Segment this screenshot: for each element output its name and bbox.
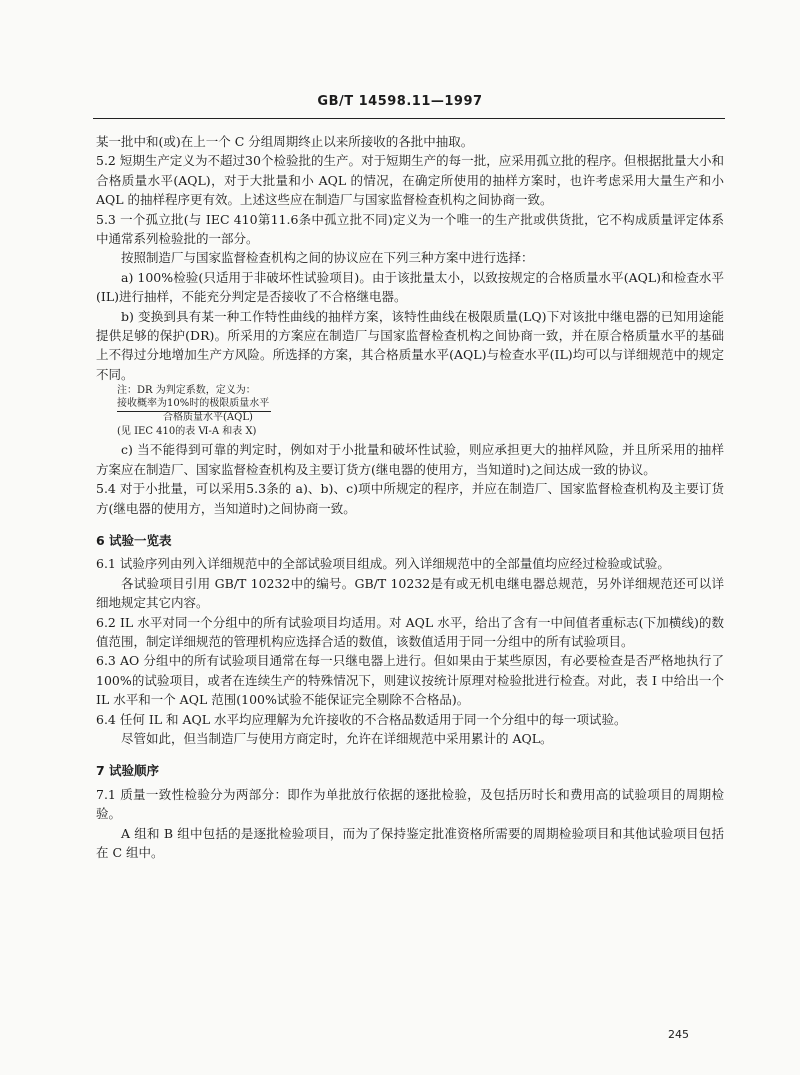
header-rule [93,118,725,119]
standard-code-header: GB/T 14598.11—1997 [317,94,483,109]
clause-6-2: 6.2 IL 水平对同一个分组中的所有试验项目均适用。对 AQL 水平，给出了含有一中间值者重标志(下加横线)的数值范围，制定详细规范的管理机构应选择合适的数值，该数值适用于同一分组中的所有试验项目。 [96,614,724,649]
clause-6-3: 6.3 AO 分组中的所有试验项目通常在每一只继电器上进行。但如果由于某些原因，有必要检查是否严格地执行了100%的试验项目，或者在连续生产的特殊情况下，则建议按统计原理对检验批进行检查。对此，表 Ⅰ 中给出一个 IL 水平和一个 AQL 范围(100%试验不能保证完全剔除不合格品)。 [96,653,724,708]
option-c: c) 当不能得到可靠的判定时，例如对于小批量和破坏性试验，则应承担更大的抽样风险，并且所采用的抽样方案应在制造厂、国家监督检查机构及主要订货方(继电器的使用方，当知道时)之间达成一致的协议。 [96,442,724,477]
clause-7-1-continued: A 组和 B 组中包括的是逐批检验项目，而为了保持鉴定批准资格所需要的周期检验项目和其他试验项目包括在 C 组中。 [96,825,724,860]
clause-5-2: 5.2 短期生产定义为不超过30个检验批的生产。对于短期生产的每一批，应采用孤立批的程序。但根据批量大小和合格质量水平(AQL)，对于大批量和小 AQL 的情况，在确定所使用的抽样方案时，也许考虑采用大量生产和小 AQL 的抽样程序更有效。上述这些应在制造厂与国家监督检查机构之间协商一致。 [96,153,724,208]
clause-5-4: 5.4 对于小批量，可以采用5.3条的 a)、b)、c)项中所规定的程序，并应在制造厂、国家监督检查机构及主要订货方(继电器的使用方，当知道时)之间协商一致。 [96,481,724,516]
clause-5-3-intro: 按照制造厂与国家监督检查机构之间的协议应在下列三种方案中进行选择： [121,250,534,266]
paragraph-continuation: 某一批中和(或)在上一个 C 分组周期终止以来所接收的各批中抽取。 [96,134,474,149]
dr-formula-denominator: 合格质量水平(AQL) [163,412,253,424]
option-b: b) 变换到具有某一种工作特性曲线的抽样方案，该特性曲线在极限质量(LQ)下对该批中继电器的已知用途能提供足够的保护(DR)。所采用的方案应在制造厂与国家监督检查机构之间协商一致，并在原合格质量水平的基础上不得过分地增加生产方风险。所选择的方案，其合格质量水平(AQL)与检查水平(IL)均可以与详细规范中的规定不同。 [96,308,724,382]
clause-6-4-continued: 尽管如此，但当制造厂与使用方商定时，允许在详细规范中采用累计的 AQL。 [121,730,553,746]
note-label: 注：DR 为判定系数，定义为： [117,385,256,397]
clause-6-1-continued: 各试验项目引用 GB/T 10232中的编号。GB/T 10232是有或无机电继电器总规范，另外详细规范还可以详细地规定其它内容。 [96,575,724,611]
note-reference: (见 IEC 410的表 Ⅵ-A 和表 Ⅹ) [117,426,257,438]
document-body [96,132,724,862]
option-a: a) 100%检验(只适用于非破坏性试验项目)。由于该批量太小，以致按规定的合格质量水平(AQL)和检查水平(IL)进行抽样，不能充分判定是否接收了不合格继电器。 [96,269,724,305]
dr-formula [96,398,724,424]
clause-6-1: 6.1 试验序列由列入详细规范中的全部试验项目组成。列入详细规范中的全部量值均应经过检验或试验。 [96,556,670,572]
clause-7-1: 7.1 质量一致性检验分为两部分：即作为单批放行依据的逐批检验，及包括历时长和费用高的试验项目的周期检验。 [96,786,724,822]
section-6-heading: 6 试验一览表 [96,532,172,548]
clause-5-3: 5.3 一个孤立批(与 IEC 410第11.6条中孤立批不同)定义为一个唯一的生产批或供货批，它不构成质量评定体系中通常系列检验批的一部分。 [96,211,724,247]
page-number: 245 [668,1028,689,1041]
clause-6-4: 6.4 任何 IL 和 AQL 水平均应理解为允许接收的不合格品数适用于同一个分组中的每一项试验。 [96,711,627,727]
dr-formula-numerator: 接收概率为10%时的极限质量水平 [117,398,271,412]
section-7-heading: 7 试验顺序 [96,763,160,779]
